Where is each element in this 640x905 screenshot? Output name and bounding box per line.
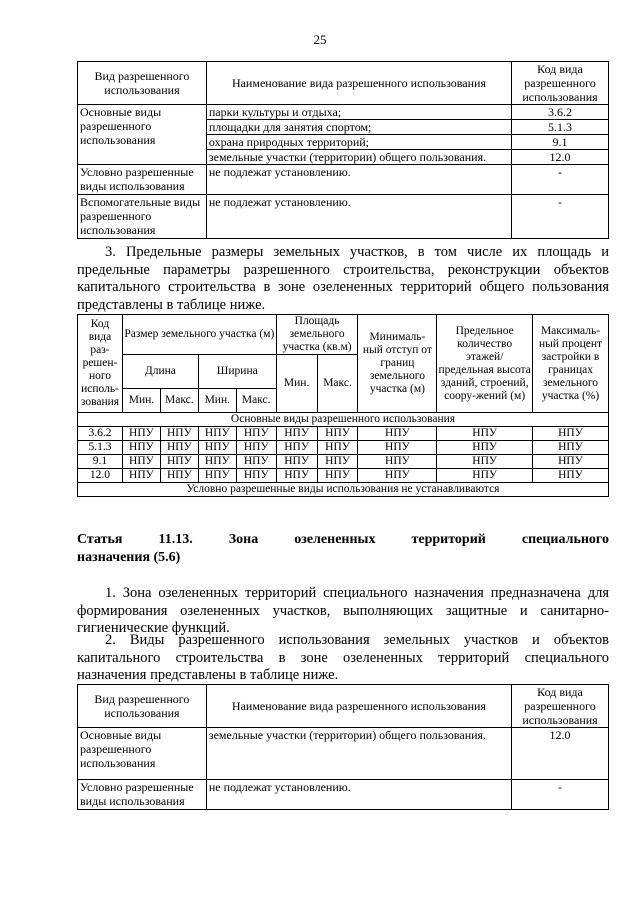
conditional-uses-code: -	[512, 780, 609, 810]
use-name: площадки для занятия спортом;	[206, 120, 511, 135]
article-title-word: специального	[521, 532, 609, 547]
cell: НПУ	[358, 427, 437, 441]
paragraph-2: 2. Виды разрешенного использования земельных участков и объектов капитального строительства в зоне озелененных территорий специального назначения представлены в таблице ниже.	[77, 632, 609, 683]
cell: НПУ	[358, 441, 437, 455]
header-use-code: Код вида разрешенного использования	[512, 62, 609, 105]
paragraph-3: 3. Предельные размеры земельных участков, в том числе их площадь и предельные параметры разрешенного строительства, реконструкции объектов капитального строительства в зоне озелененных территорий общего пользования представлены в таблице ниже.	[77, 244, 609, 313]
auxiliary-uses-name: не подлежат установлению.	[206, 195, 511, 239]
cell: НПУ	[533, 469, 609, 483]
cell: НПУ	[122, 455, 160, 469]
header-code: Код вида раз-решен-ного исполь-зования	[78, 315, 123, 413]
cell: НПУ	[122, 427, 160, 441]
table-row	[78, 441, 609, 455]
cell: НПУ	[122, 469, 160, 483]
use-name: земельные участки (территории) общего пользования.	[206, 150, 511, 165]
header-area-min: Мин.	[276, 355, 317, 413]
cell: НПУ	[437, 427, 533, 441]
article-title-line2: назначения (5.6)	[77, 549, 181, 565]
header-use-name: Наименование вида разрешенного использования	[206, 62, 511, 105]
header-use-name: Наименование вида разрешенного использования	[206, 685, 511, 728]
article-title-word: озелененных	[294, 532, 376, 547]
cell: НПУ	[236, 455, 276, 469]
use-code: 12.0	[512, 728, 609, 780]
cell: НПУ	[198, 455, 236, 469]
use-code: 5.1.3	[512, 120, 609, 135]
cell: НПУ	[358, 469, 437, 483]
article-title-word: Зона	[228, 532, 259, 547]
main-uses-label: Основные виды разрешенного использования	[78, 105, 207, 165]
cell: НПУ	[160, 441, 198, 455]
row-code: 3.6.2	[78, 427, 123, 441]
cell: НПУ	[437, 441, 533, 455]
use-code: 12.0	[512, 150, 609, 165]
article-heading	[77, 531, 609, 566]
row-code: 12.0	[78, 469, 123, 483]
section-main-uses: Основные виды разрешенного использования	[78, 413, 609, 427]
cell: НПУ	[122, 441, 160, 455]
header-length-min: Мин.	[122, 389, 160, 413]
cell: НПУ	[317, 427, 358, 441]
header-use-type: Вид разрешенного использования	[78, 685, 207, 728]
cell: НПУ	[533, 455, 609, 469]
cell: НПУ	[236, 427, 276, 441]
page-number: 25	[313, 32, 327, 47]
use-name: земельные участки (территории) общего пользования.	[206, 728, 511, 780]
conditional-uses-code: -	[512, 165, 609, 195]
header-setback: Минималь-ный отступ от границ земельного участка (м)	[358, 315, 437, 413]
paragraph-1: 1. Зона озелененных территорий специального назначения предназначена для формирования озелененных участков, выполняющих защитные и санитарно-гигиенические функций.	[77, 585, 609, 636]
cell: НПУ	[236, 441, 276, 455]
article-title-word: территорий	[411, 532, 486, 547]
cell: НПУ	[276, 455, 317, 469]
header-size: Размер земельного участка (м)	[122, 315, 276, 355]
cell: НПУ	[198, 469, 236, 483]
use-code: 9.1	[512, 135, 609, 150]
cell: НПУ	[317, 469, 358, 483]
cell: НПУ	[437, 469, 533, 483]
main-uses-label: Основные виды разрешенного использования	[78, 728, 207, 780]
row-code: 5.1.3	[78, 441, 123, 455]
table-row	[78, 427, 609, 441]
article-word: Статья	[77, 532, 123, 547]
header-area-max: Макс.	[317, 355, 358, 413]
row-code: 9.1	[78, 455, 123, 469]
permitted-use-table-2	[77, 684, 609, 810]
cell: НПУ	[533, 441, 609, 455]
cell: НПУ	[198, 441, 236, 455]
cell: НПУ	[317, 455, 358, 469]
header-floors: Предельное количество этажей/ предельная высота зданий, строений, соору-жений (м)	[437, 315, 533, 413]
header-percent: Максималь-ный процент застройки в границах земельного участка (%)	[533, 315, 609, 413]
use-code: 3.6.2	[512, 105, 609, 120]
conditional-uses-name: не подлежат установлению.	[206, 165, 511, 195]
permitted-use-table-1	[77, 61, 609, 239]
section-conditional-uses: Условно разрешенные виды использования не устанавливаются	[78, 483, 609, 497]
cell: НПУ	[276, 441, 317, 455]
cell: НПУ	[533, 427, 609, 441]
auxiliary-uses-code: -	[512, 195, 609, 239]
use-name: парки культуры и отдыха;	[206, 105, 511, 120]
table-row	[78, 455, 609, 469]
header-length: Длина	[122, 355, 198, 389]
table-row	[78, 469, 609, 483]
conditional-uses-name: не подлежат установлению.	[206, 780, 511, 810]
header-width: Ширина	[198, 355, 276, 389]
cell: НПУ	[317, 441, 358, 455]
header-area: Площадь земельного участка (кв.м)	[276, 315, 358, 355]
cell: НПУ	[236, 469, 276, 483]
parameters-table	[77, 314, 609, 497]
article-number: 11.13.	[158, 532, 193, 547]
cell: НПУ	[198, 427, 236, 441]
header-use-type: Вид разрешенного использования	[78, 62, 207, 105]
cell: НПУ	[160, 427, 198, 441]
header-width-min: Мин.	[198, 389, 236, 413]
header-length-max: Макс.	[160, 389, 198, 413]
auxiliary-uses-label: Вспомогательные виды разрешенного использования	[78, 195, 207, 239]
cell: НПУ	[160, 469, 198, 483]
conditional-uses-label: Условно разрешенные виды использования	[78, 165, 207, 195]
conditional-uses-label: Условно разрешенные виды использования	[78, 780, 207, 810]
cell: НПУ	[437, 455, 533, 469]
cell: НПУ	[276, 427, 317, 441]
cell: НПУ	[276, 469, 317, 483]
cell: НПУ	[358, 455, 437, 469]
use-name: охрана природных территорий;	[206, 135, 511, 150]
cell: НПУ	[160, 455, 198, 469]
header-width-max: Макс.	[236, 389, 276, 413]
header-use-code: Код вида разрешенного использования	[512, 685, 609, 728]
